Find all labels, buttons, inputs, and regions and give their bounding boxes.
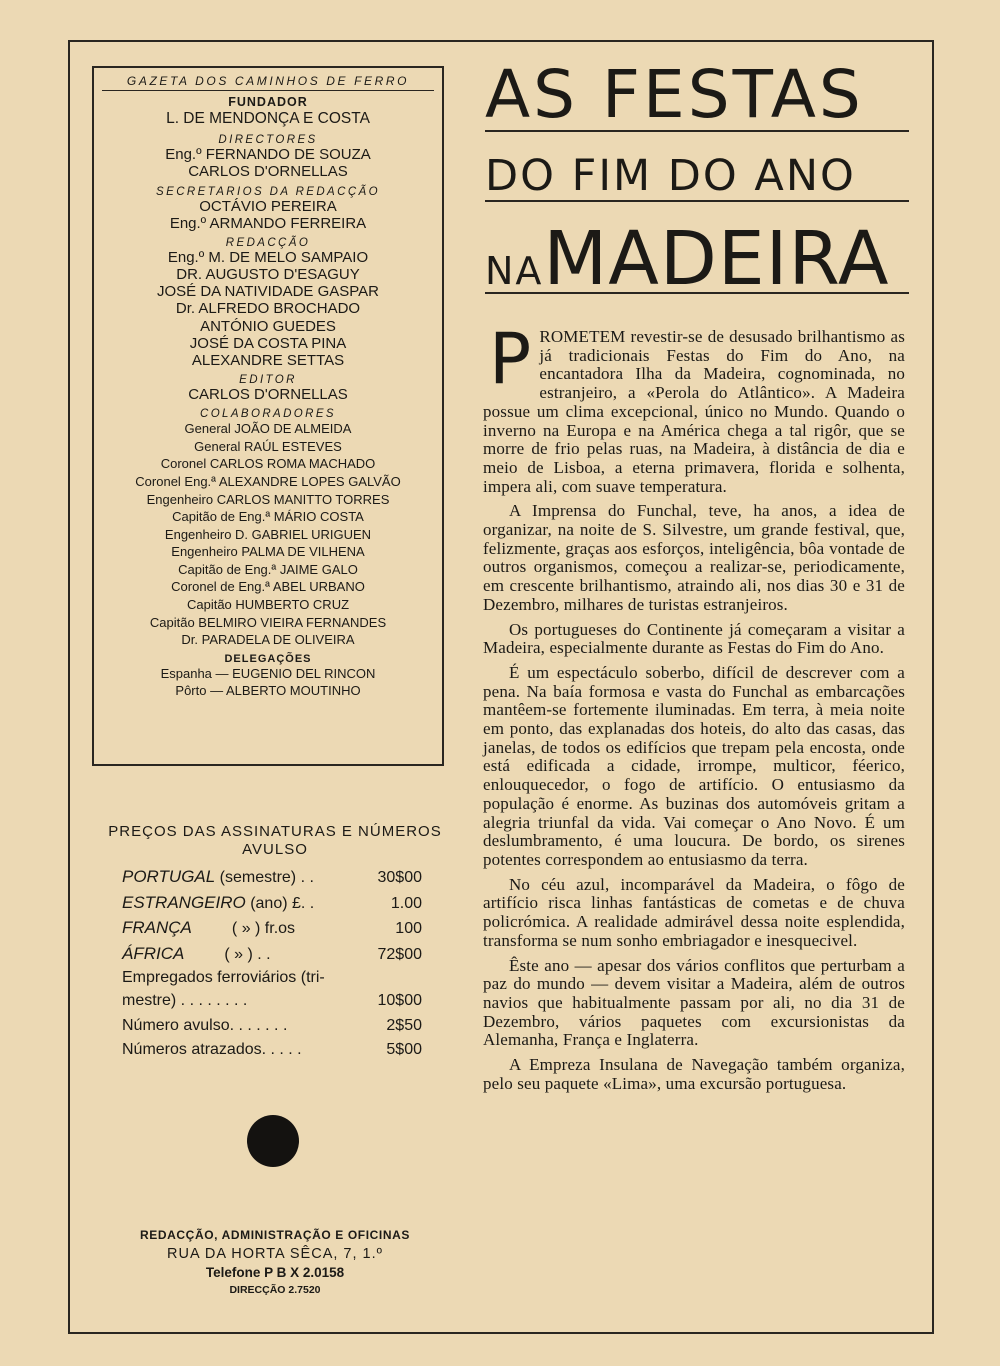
- price-period: (ano) £. .: [245, 894, 315, 912]
- article-paragraph: A Imprensa do Funchal, teve, ha anos, a idea de organizar, na noite de S. Silvestre, um grande festival, que, felizmente, graças aos esforços, inteligência, bôa vontade de outros organismos, começou a realizar-se, periodicamente, em crescente brilhantismo, atraindo ali, nos dias 30 e 31 de Dezembro, milhares de turistas estranjeiros.: [483, 501, 905, 614]
- price-value: 30$00: [377, 869, 422, 886]
- address-block: [110, 1228, 440, 1296]
- collaborator-name: Coronel Eng.ª ALEXANDRE LOPES GALVÃO: [135, 473, 401, 489]
- collaborator-name: Capitão de Eng.ª JAIME GALO: [178, 561, 358, 577]
- price-region: ÁFRICA: [122, 943, 185, 963]
- article-paragraph: PROMETEM revestir-se de desusado brilhantismo as já tradicionais Festas do Fim do Ano, na encantadora Ilha da Madeira, cognominada, no estranjeiro, a «Perola do Atlântico». A Madeira possue um clima excepcional, único no Mundo. Quando o inverno na Europa e na América chega a tal rigôr, que se morre de frio pelas ruas, na Madeira, à distância de dia e meio de Lisboa, a eterna primavera, florida e solhenta, impera ali, com suave temperatura.: [483, 318, 905, 496]
- headline-madeira: MADEIRA: [543, 216, 890, 302]
- collaborator-name: Capitão BELMIRO VIEIRA FERNANDES: [149, 614, 387, 630]
- address-street: RUA DA HORTA SÊCA, 7, 1.º: [167, 1246, 383, 1262]
- ink-dot: [247, 1115, 299, 1167]
- price-period: ( » ) . .: [184, 945, 271, 963]
- editor-label: EDITOR: [239, 373, 297, 386]
- article-paragraph: Êste ano — apesar dos vários conflitos que perturbam a paz do mundo — devem visitar a Madeira, além de outros navios que habitualmente passam por ali, no dia 31 de Dezembro, vários paquetes com excursionistas da Alemanha, França e Inglaterra.: [483, 955, 905, 1050]
- collaborator-name: Engenheiro PALMA DE VILHENA: [171, 544, 365, 560]
- collaborator-name: Engenheiro CARLOS MANITTO TORRES: [146, 491, 390, 507]
- editorial-name: JOSÉ DA COSTA PINA: [189, 334, 347, 352]
- editorial-name: JOSÉ DA NATIVIDADE GASPAR: [157, 283, 379, 301]
- headline-line-1: AS FESTAS: [485, 56, 909, 132]
- price-value: 1.00: [390, 894, 422, 912]
- price-row: [122, 865, 422, 891]
- price-row: [122, 1014, 422, 1039]
- headline-na: NA: [485, 249, 544, 293]
- editorial-name: ANTÓNIO GUEDES: [200, 317, 336, 335]
- director-name: CARLOS D'ORNELLAS: [188, 163, 348, 181]
- editorial-name: ALEXANDRE SETTAS: [191, 351, 345, 369]
- address-direction: DIRECÇÃO 2.7520: [229, 1284, 321, 1296]
- prices-title: PREÇOS DAS ASSINATURAS E NÚMEROS: [108, 823, 442, 840]
- collaborator-name: General RAÚL ESTEVES: [194, 438, 342, 454]
- headline-line-2: DO FIM DO ANO: [485, 148, 909, 202]
- delegations-label: DELEGAÇÕES: [224, 652, 312, 665]
- price-value: 72$00: [377, 945, 422, 963]
- price-region: ESTRANGEIRO: [122, 892, 246, 912]
- collaborator-name: Capitão de Eng.ª MÁRIO COSTA: [172, 509, 364, 525]
- employees-label: Empregados ferroviários (tri-: [122, 969, 325, 986]
- secretary-name: Eng.º ARMANDO FERREIRA: [169, 214, 367, 232]
- editorial-name: Dr. ALFREDO BROCHADO: [175, 300, 361, 318]
- masthead-box: [92, 66, 444, 766]
- gazette-name: GAZETA DOS CAMINHOS DE FERRO: [102, 74, 434, 91]
- director-name: Eng.º FERNANDO DE SOUZA: [165, 146, 371, 163]
- price-region: PORTUGAL: [122, 867, 216, 886]
- founder-label: FUNDADOR: [228, 95, 308, 109]
- price-region: FRANÇA: [122, 918, 192, 937]
- collaborator-name: Coronel CARLOS ROMA MACHADO: [160, 456, 376, 472]
- delegation-entry: Espanha — EUGENIO DEL RINCON: [160, 665, 376, 681]
- price-row: [122, 916, 422, 942]
- prices-title-2: AVULSO: [242, 841, 308, 858]
- price-row: [122, 891, 422, 917]
- price-row: [122, 989, 422, 1014]
- secretaries-label: SECRETARIOS DA REDACÇÃO: [156, 185, 380, 198]
- directors-label: DIRECTORES: [218, 134, 318, 146]
- price-row: [122, 942, 422, 968]
- employees-label-2: mestre) . . . . . . . .: [122, 992, 248, 1009]
- price-value: 100: [395, 920, 422, 937]
- address-heading: REDACÇÃO, ADMINISTRAÇÃO E OFICINAS: [140, 1228, 410, 1242]
- price-value: 2$50: [386, 1016, 422, 1034]
- price-row: [122, 1038, 422, 1063]
- article-body: [483, 318, 905, 1099]
- collaborator-name: Coronel de Eng.ª ABEL URBANO: [171, 579, 365, 595]
- delegation-entry: Pôrto — ALBERTO MOUTINHO: [175, 683, 361, 699]
- collaborator-name: Capitão HUMBERTO CRUZ: [186, 597, 350, 613]
- collaborators-label: COLABORADORES: [199, 408, 336, 421]
- collaborator-name: Dr. PARADELA DE OLIVEIRA: [181, 632, 355, 648]
- secretary-name: OCTÁVIO PEREIRA: [199, 197, 337, 215]
- editorial-name: DR. AUGUSTO D'ESAGUY: [176, 266, 360, 284]
- address-phone: Telefone P B X 2.0158: [205, 1265, 345, 1280]
- editorial-label: REDACÇÃO: [225, 237, 311, 250]
- collaborator-name: General JOÃO DE ALMEIDA: [184, 421, 352, 437]
- editor-name: CARLOS D'ORNELLAS: [188, 385, 348, 403]
- drop-cap: P: [489, 318, 532, 400]
- subscription-prices: [100, 823, 450, 1063]
- founder-name: L. DE MENDONÇA E COSTA: [166, 110, 370, 127]
- article-paragraph: A Empreza Insulana de Navegação também organiza, pelo seu paquete «Lima», uma excursão portuguesa.: [483, 1055, 905, 1093]
- single-issue-label: Número avulso. . . . . . .: [122, 1016, 288, 1034]
- article-paragraph: É um espectáculo soberbo, difícil de descrever com a pena. Na baía formosa e vasta do Funchal as embarcações mantêem-se fortemente iluminadas. Em terra, à meia noite em ponto, das explanadas dos hoteis, do alto das casas, das janelas, de todos os edifícios que trepam pela encosta, onde está edificada a cidade, irrompe, multicor, féerico, enlouquecedor, o fogo de artifício. O entusiasmo da população é enorme. As buzinas dos automóveis gritam a alegria triunfal da vida. Vai começar o Ano Novo. É um deslumbramento, é uma loucura. De bordo, os sirenes potentes correspondem ao entusiasmo da terra.: [483, 662, 905, 869]
- collaborator-name: Engenheiro D. GABRIEL URIGUEN: [164, 526, 372, 542]
- price-value: 5$00: [386, 1041, 422, 1058]
- editorial-name: Eng.º M. DE MELO SAMPAIO: [167, 249, 369, 267]
- article-paragraph: Os portugueses do Continente já começaram a visitar a Madeira, especialmente durante as Festas do Fim do Ano.: [483, 619, 905, 658]
- headline-line-3: [485, 216, 909, 302]
- price-value: 10$00: [377, 992, 422, 1009]
- article-headline: [485, 56, 909, 302]
- price-period: ( » ) fr.os: [191, 920, 296, 937]
- back-issues-label: Números atrazados. . . . .: [122, 1041, 302, 1058]
- article-paragraph: No céu azul, incomparável da Madeira, o fôgo de artifício risca linhas fantásticas de cometas e de chuva policrómica. A realidade admirável dessa noite esplendida, transforma se num sonho embriagador e inesquecivel.: [483, 874, 905, 950]
- price-period: (semestre) . .: [215, 869, 314, 886]
